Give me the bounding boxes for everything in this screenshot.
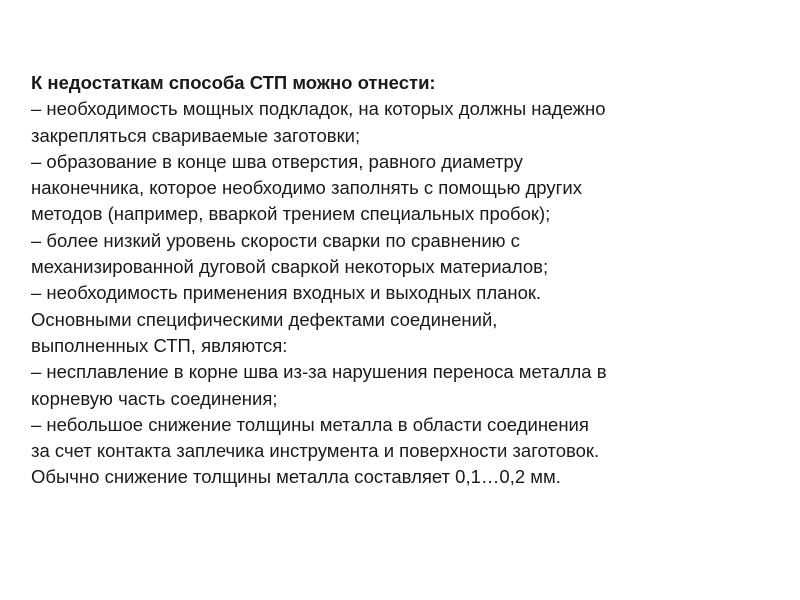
text-line: корневую часть соединения; <box>31 387 278 409</box>
text-line: выполненных СТП, являются: <box>31 334 288 356</box>
text-line: – несплавление в корне шва из-за нарушения переноса металла в <box>31 361 607 383</box>
text-line: за счет контакта заплечика инструмента и поверхности заготовок. <box>31 440 600 462</box>
text-line: – более низкий уровень скорости сварки по сравнению с <box>31 229 520 251</box>
text-line: Обычно снижение толщины металла составляет 0,1…0,2 мм. <box>31 466 561 488</box>
text-line: – образование в конце шва отверстия, равного диаметру <box>31 150 523 172</box>
text-line: механизированной дуговой сваркой некоторых материалов; <box>31 256 549 278</box>
text-line: Основными специфическими дефектами соединений, <box>31 308 498 330</box>
text-line: методов (например, вваркой трением специальных пробок); <box>31 203 551 225</box>
text-line: – необходимость мощных подкладок, на которых должны надежно <box>31 98 606 120</box>
heading-line: К недостаткам способа СТП можно отнести: <box>31 72 436 93</box>
text-line: – небольшое снижение толщины металла в области соединения <box>31 413 589 435</box>
slide-text-block <box>31 70 771 491</box>
text-line: закрепляться свариваемые заготовки; <box>31 124 361 146</box>
text-line: наконечника, которое необходимо заполнять с помощью других <box>31 177 582 199</box>
text-line: – необходимость применения входных и выходных планок. <box>31 282 542 304</box>
